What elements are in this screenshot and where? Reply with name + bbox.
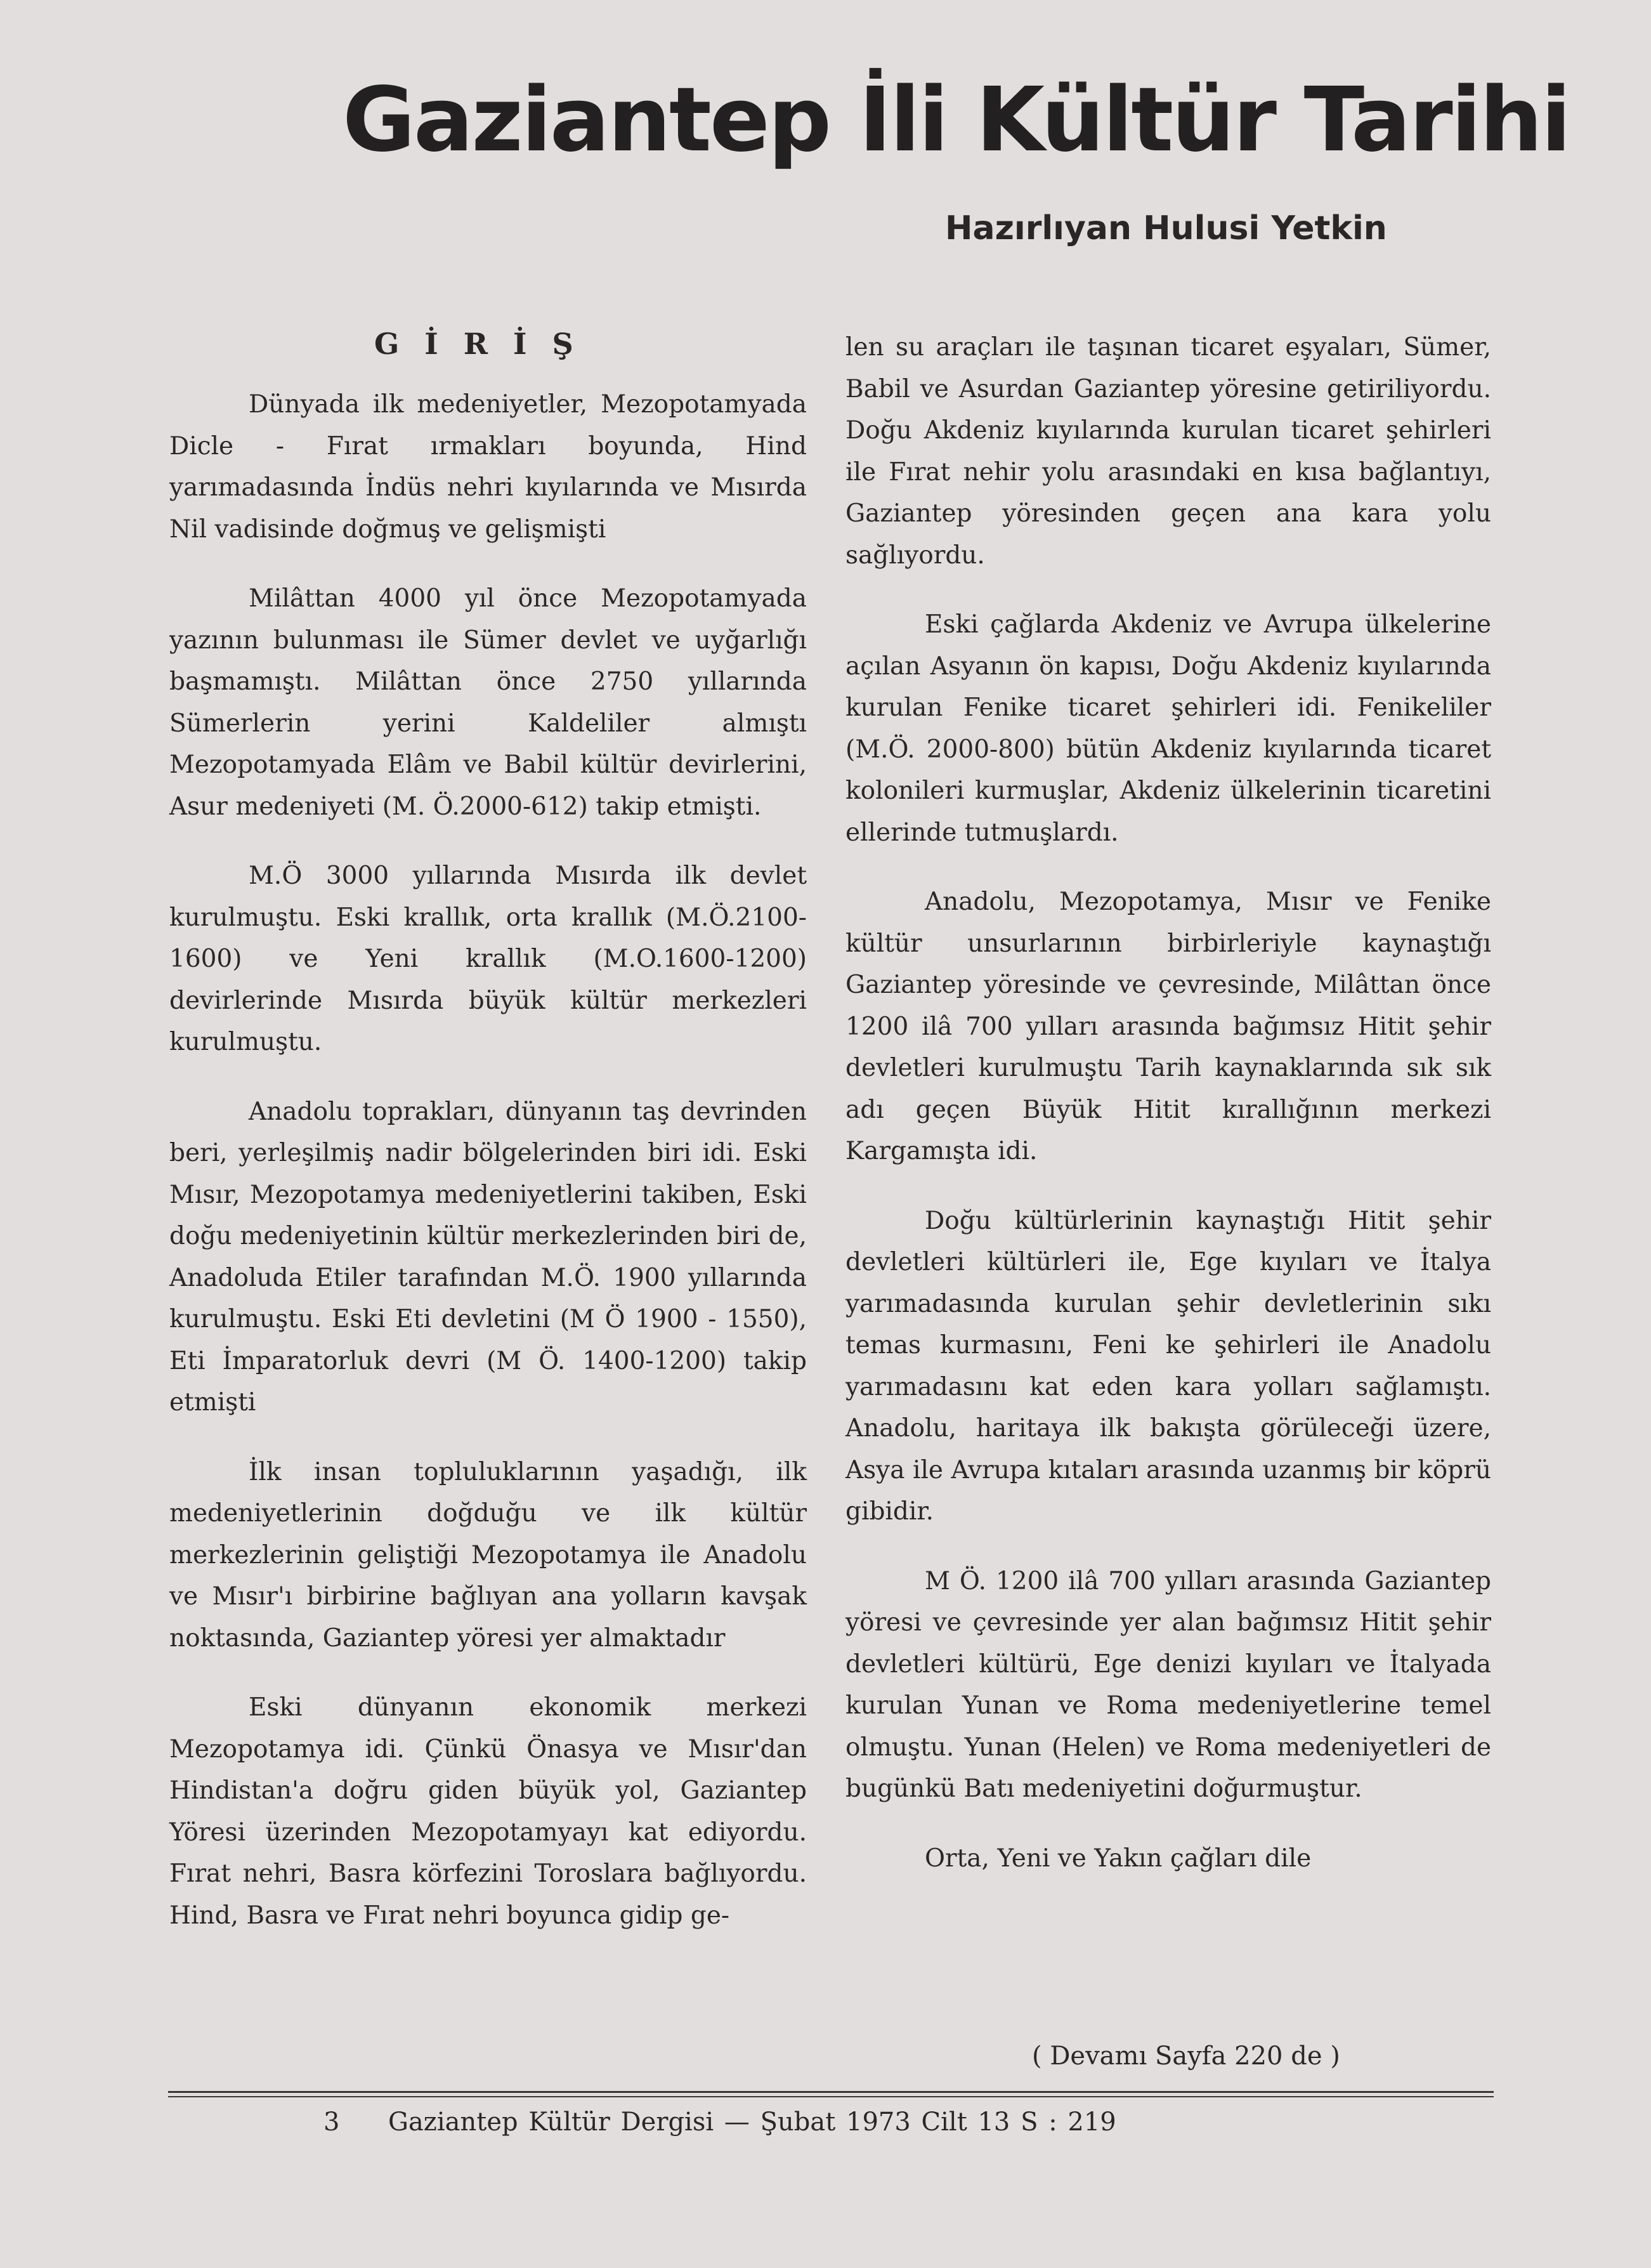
paragraph: M.Ö 3000 yıllarında Mısırda ilk devlet kurulmuştu. Eski krallık, orta krallık (M.Ö.2100-1600) ve Yeni krallık (M.O.1600-1200) devirlerinde Mısırda büyük kültür merkezleri kurulmuştu. bbox=[169, 862, 807, 1056]
continued-note: ( Devamı Sayfa 220 de ) bbox=[1032, 2042, 1340, 2071]
footer-rule bbox=[168, 2096, 1494, 2097]
paragraph: Dünyada ilk medeniyetler, Mezopotamyada Dicle - Fırat ırmakları boyunda, Hind yarımadasında İndüs nehri kıyılarında ve Mısırda Nil vadisinde doğmuş ve gelişmişti bbox=[169, 390, 807, 544]
author-byline: Hazırlıyan Hulusi Yetkin bbox=[945, 209, 1387, 247]
paragraph: Eski dünyanın ekonomik merkezi Mezopotamya idi. Çünkü Önasya ve Mısır'dan Hindistan'a doğru giden büyük yol, Gaziantep Yöresi üzerinden Mezopotamyayı kat ediyordu. Fırat nehri, Basra körfezini Toroslara bağlıyordu. Hind, Basra ve Fırat nehri boyunca gidip ge- bbox=[169, 1693, 807, 1930]
paragraph: len su araçları ile taşınan ticaret eşyaları, Sümer, Babil ve Asurdan Gaziantep yöresine getiriliyordu. Doğu Akdeniz kıyılarında kurulan ticaret şehirleri ile Fırat nehir yolu arasındaki en kısa bağlantıyı, Gaziantep yöresinden geçen ana kara yolu sağlıyordu. bbox=[845, 333, 1491, 570]
paragraph: İlk insan topluluklarının yaşadığı, ilk medeniyetlerinin doğduğu ve ilk kültür merkezlerinin geliştiği Mezopotamya ile Anadolu ve Mısır'ı birbirine bağlıyan ana yolların kavşak noktasında, Gaziantep yöresi yer almaktadır bbox=[169, 1457, 807, 1653]
right-column bbox=[845, 327, 1491, 1879]
paragraph: Doğu kültürlerinin kaynaştığı Hitit şehir devletleri kültürleri ile, Ege kıyıları ve İtalya yarımadasında kurulan şehir devletlerinin sıkı temas kurmasını, Feni ke şehirleri ile Anadolu yarımadasını kat eden kara yolları sağlamıştı. Anadolu, haritaya ilk bakışta görüleceği üzere, Asya ile Avrupa kıtaları arasında uzanmış bir köprü gibidir. bbox=[845, 1206, 1491, 1526]
paragraph: Orta, Yeni ve Yakın çağları dile bbox=[925, 1844, 1312, 1873]
paragraph: Milâttan 4000 yıl önce Mezopotamyada yazının bulunması ile Sümer devlet ve uyğarlığı başmamıştı. Milâttan önce 2750 yıllarında Sümerlerin yerini Kaldeliler almıştı Mezopotamyada Elâm ve Babil kültür devirlerini, Asur medeniyeti (M. Ö.2000-612) takip etmişti. bbox=[169, 584, 807, 821]
left-column bbox=[169, 384, 807, 1936]
paragraph: Anadolu, Mezopotamya, Mısır ve Fenike kültür unsurlarının birbirleriyle kaynaştığı Gaziantep yöresinde ve çevresinde, Milâttan önce 1200 ilâ 700 yılları arasında bağımsız Hitit şehir devletleri kurulmuştu Tarih kaynaklarında sık sık adı geçen Büyük Hitit kırallığının merkezi Kargamışta idi. bbox=[845, 888, 1491, 1165]
paragraph: Eski çağlarda Akdeniz ve Avrupa ülkelerine açılan Asyanın ön kapısı, Doğu Akdeniz kıyılarında kurulan Fenike ticaret şehirleri idi. Fenikeliler (M.Ö. 2000-800) bütün Akdeniz kıyılarında ticaret kolonileri kurmuşlar, Akdeniz ülkelerinin ticaretini ellerinde tutmuşlardı. bbox=[845, 610, 1491, 847]
page-title: Gaziantep İli Kültür Tarihi bbox=[343, 69, 1570, 172]
paragraph: M Ö. 1200 ilâ 700 yılları arasında Gaziantep yöresi ve çevresinde yer alan bağımsız Hitit şehir devletleri kültürü, Ege denizi kıyıları ve İtalyada kurulan Yunan ve Roma medeniyetlerine temel olmuştu. Yunan (Helen) ve Roma medeniyetleri de bugünkü Batı medeniyetini doğurmuştur. bbox=[845, 1566, 1491, 1803]
page-number: 3 bbox=[323, 2107, 340, 2137]
footer-rule bbox=[168, 2091, 1494, 2093]
section-heading: GİRİŞ bbox=[374, 327, 599, 361]
paragraph: Anadolu toprakları, dünyanın taş devrinden beri, yerleşilmiş nadir bölgelerinden biri idi. Eski Mısır, Mezopotamya medeniyetlerini takiben, Eski doğu medeniyetinin kültür merkezlerinden biri de, Anadoluda Etiler tarafından M.Ö. 1900 yıllarında kurulmuştu. Eski Eti devletini (M Ö 1900 - 1550), Eti İmparatorluk devri (M Ö. 1400-1200) takip etmişti bbox=[169, 1097, 807, 1417]
footer-text: Gaziantep Kültür Dergisi — Şubat 1973 Cilt 13 S : 219 bbox=[388, 2107, 1116, 2137]
